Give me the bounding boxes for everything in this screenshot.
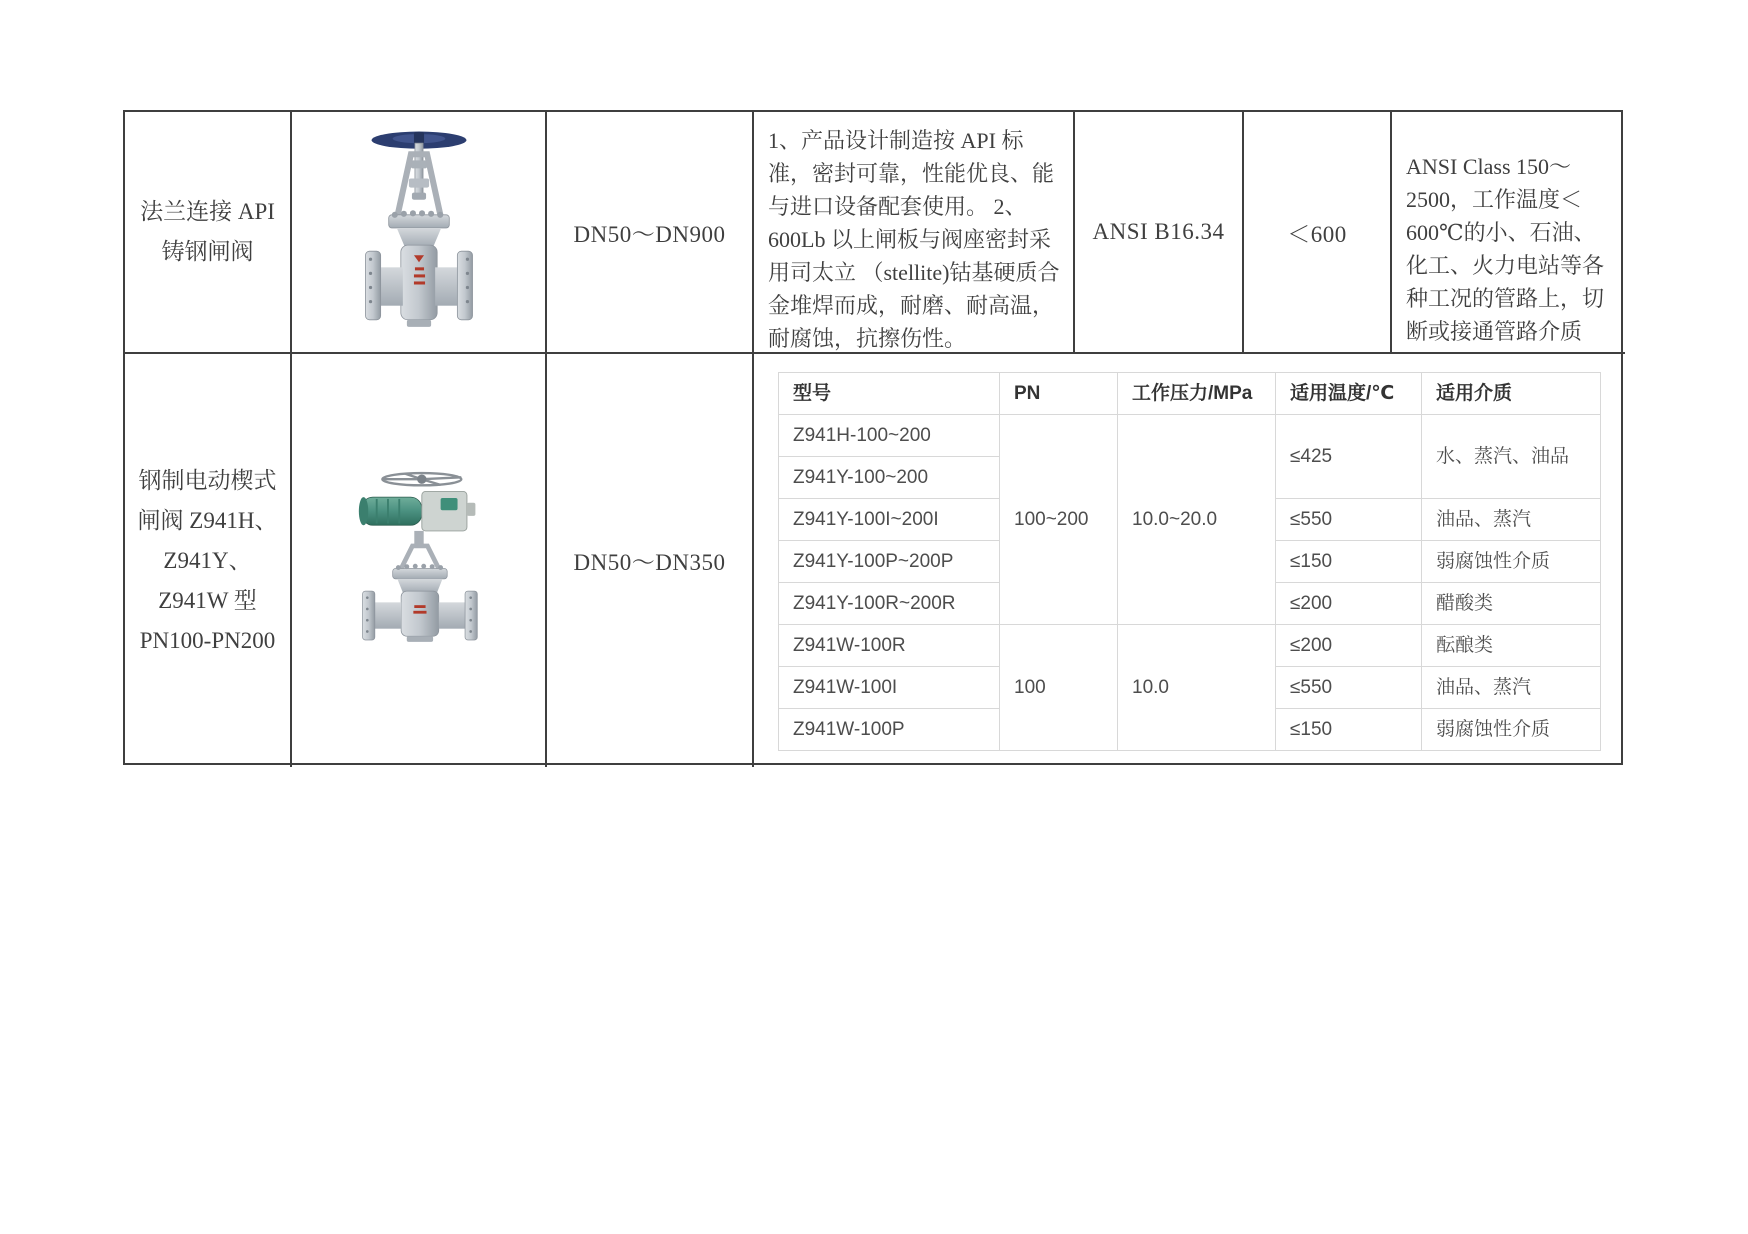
product-name-cell-row2 (125, 354, 292, 767)
temp-cell: ≤550 (1276, 499, 1422, 541)
pn-cell: 100~200 (1000, 415, 1118, 625)
model-cell: Z941W-100I (779, 667, 1000, 709)
header-pressure: 工作压力/MPa (1118, 373, 1276, 415)
size-range-cell-row2 (547, 354, 754, 767)
media-cell: 醋酸类 (1422, 583, 1601, 625)
media-cell: 油品、蒸汽 (1422, 499, 1601, 541)
temp-cell: ≤200 (1276, 625, 1422, 667)
table-row (779, 415, 1601, 457)
pressure-cell: 10.0~20.0 (1118, 415, 1276, 625)
size-range-row1: DN50～DN900 (573, 221, 726, 247)
header-pn: PN (1000, 373, 1118, 415)
header-model: 型号 (779, 373, 1000, 415)
manual-gate-valve-photo (358, 126, 480, 338)
model-cell: Z941W-100R (779, 625, 1000, 667)
media-cell: 酝酿类 (1422, 625, 1601, 667)
temp-cell: ≤150 (1276, 709, 1422, 751)
temperature-cell-row1 (1244, 112, 1392, 354)
electric-actuator (361, 497, 421, 525)
product-name-cell-row1 (125, 112, 292, 354)
pn-cell: 100 (1000, 625, 1118, 751)
media-cell: 油品、蒸汽 (1422, 667, 1601, 709)
valve-spec-table (123, 110, 1623, 765)
product-name-row2: 钢制电动楔式闸阀 Z941H、Z941Y、Z941W 型 PN100-PN200 (137, 467, 278, 653)
description-text-row1: 1、产品设计制造按 API 标准，密封可靠，性能优良、能与进口设备配套使用。 2、600Lb 以上闸板与阀座密封采用司太立 （stellite)钴基硬质合金堆焊而成，耐磨、耐高温，耐腐蚀，抗擦伤性。 (768, 128, 1060, 351)
pressure-cell: 10.0 (1118, 625, 1276, 751)
standard-text-row1: ANSI B16.34 (1092, 219, 1225, 244)
electric-gate-valve-photo (348, 467, 490, 655)
size-range-cell-row1 (547, 112, 754, 354)
table-row (779, 625, 1601, 667)
application-cell-row1 (1392, 112, 1625, 354)
inner-header-row (779, 373, 1601, 415)
description-cell-row1 (754, 112, 1075, 354)
product-image-cell-row2 (292, 354, 547, 767)
model-cell: Z941Y-100I~200I (779, 499, 1000, 541)
media-cell: 弱腐蚀性介质 (1422, 709, 1601, 751)
temp-cell: ≤150 (1276, 541, 1422, 583)
model-spec-table (778, 372, 1601, 751)
valve-marking (414, 605, 425, 608)
temp-cell: ≤200 (1276, 583, 1422, 625)
standard-cell-row1 (1075, 112, 1244, 354)
media-cell: 水、蒸汽、油品 (1422, 415, 1601, 499)
model-cell: Z941Y-100R~200R (779, 583, 1000, 625)
model-spec-cell (754, 354, 1625, 767)
product-image-cell-row1 (292, 112, 547, 354)
application-text-row1: ANSI Class 150～2500，工作温度＜600℃的小、石油、化工、火力电站等各种工况的管路上，切断或接通管路介质 (1406, 154, 1605, 344)
product-name-row1: 法兰连接 API 铸钢闸阀 (140, 199, 275, 264)
model-cell: Z941H-100~200 (779, 415, 1000, 457)
model-cell: Z941W-100P (779, 709, 1000, 751)
temp-cell: ≤425 (1276, 415, 1422, 499)
header-temperature: 适用温度/℃ (1276, 373, 1422, 415)
model-cell: Z941Y-100~200 (779, 457, 1000, 499)
size-range-row2: DN50～DN350 (573, 550, 726, 575)
media-cell: 弱腐蚀性介质 (1422, 541, 1601, 583)
model-cell: Z941Y-100P~200P (779, 541, 1000, 583)
temperature-text-row1: ＜600 (1287, 221, 1347, 247)
header-media: 适用介质 (1422, 373, 1601, 415)
temp-cell: ≤550 (1276, 667, 1422, 709)
